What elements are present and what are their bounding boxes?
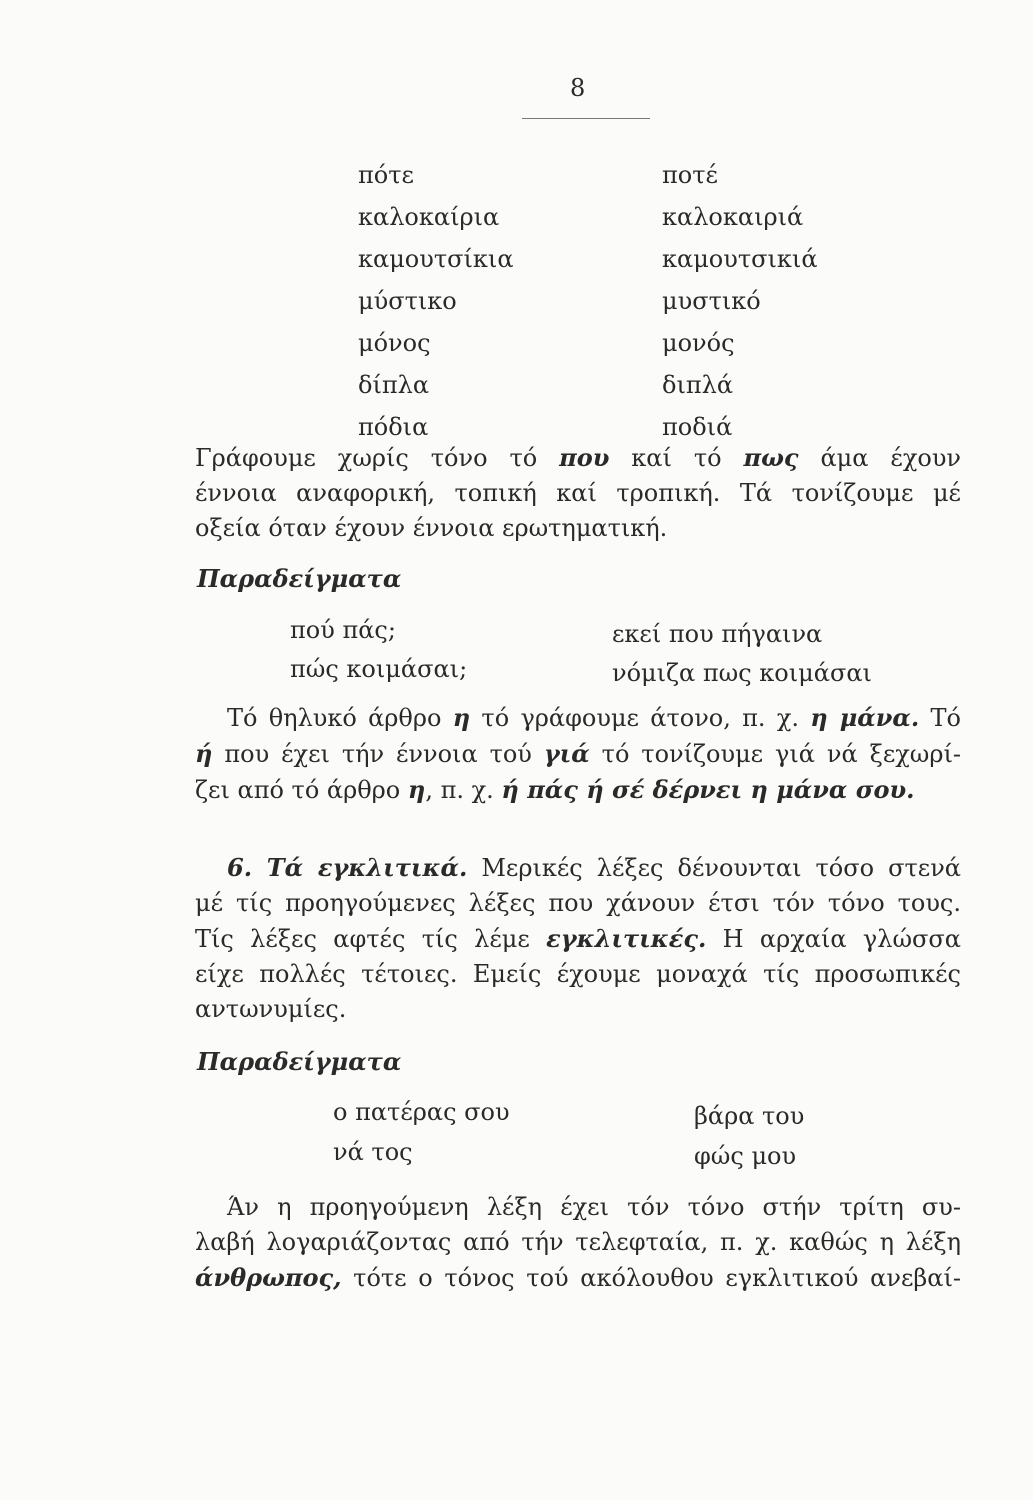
example-text: φώς μου [694, 1142, 797, 1170]
word-left: πόδια [358, 413, 429, 441]
accent-pairs-right-column [662, 154, 818, 448]
example-text: βάρα του [694, 1102, 805, 1130]
paragraph-pou-pos: Γράφουμε χωρίς τόνο τό που καί τό πως άμα έχουν έννοια αναφορική, τοπική καί τροπική. Τά τονίζουμε μέ οξεία όταν έχουν έννοια ερωτηματική. [195, 443, 962, 542]
accent-pairs-left-column [358, 154, 514, 448]
word-left: μύστικο [358, 287, 457, 315]
word-left: καλοκαίρια [358, 203, 500, 231]
example-text: πώς κοιμάσαι; [290, 655, 468, 683]
page-number: 8 [570, 74, 586, 102]
example-text: νά τος [333, 1138, 413, 1166]
word-right: ποτέ [662, 161, 718, 189]
paragraph-enclitics: 6. Τά εγκλιτικά. Μερικές λέξες δένουνται τόσο στενά μέ τίς προηγούμενες λέξες που χάνουν έτσι τόν τόνο τους. Τίς λέξες αφτές τίς λέμε εγκλιτικές. Η αρχαία γλώσσα είχε πολλές τέτοιες. Εμείς έχουμε μοναχά τίς προσωπικές αντωνυμίες. [195, 853, 961, 1023]
examples-heading: Παραδείγματα [197, 564, 402, 593]
example-text: ο πατέρας σου [333, 1098, 510, 1126]
examples-heading: Παραδείγματα [197, 1047, 402, 1076]
word-right: μονός [662, 329, 735, 357]
word-right: καμουτσικιά [662, 245, 818, 273]
word-left: δίπλα [358, 371, 430, 399]
paragraph-article: Τό θηλυκό άρθρο η τό γράφουμε άτονο, π. χ. η μάνα. Τό ή που έχει τήν έννοια τού γιά τό τονίζουμε γιά νά ξεχωρί- ζει από τό άρθρο η, π. χ. ή πάς ή σέ δέρνει η μάνα σου. [195, 703, 961, 804]
word-right: μυστικό [662, 287, 761, 315]
example-text: πού πάς; [290, 616, 396, 644]
word-left: μόνος [358, 329, 431, 357]
header-rule [522, 118, 650, 119]
paragraph-third-syllable: Άν η προηγούμενη λέξη έχει τόν τόνο στήν τρίτη συ- λαβή λογαριάζοντας από τήν τελεφταία, π. χ. καθώς η λέξη άνθρωπος, τότε ο τόνος τού ακόλουθου εγκλιτικού ανεβαί- [195, 1193, 961, 1292]
word-left: καμουτσίκια [358, 245, 514, 273]
example-text: νόμιζα πως κοιμάσαι [612, 659, 872, 687]
word-left: πότε [358, 161, 414, 189]
word-right: ποδιά [662, 413, 733, 441]
word-right: διπλά [662, 371, 734, 399]
example-text: εκεί που πήγαινα [612, 620, 823, 648]
word-right: καλοκαιριά [662, 203, 804, 231]
